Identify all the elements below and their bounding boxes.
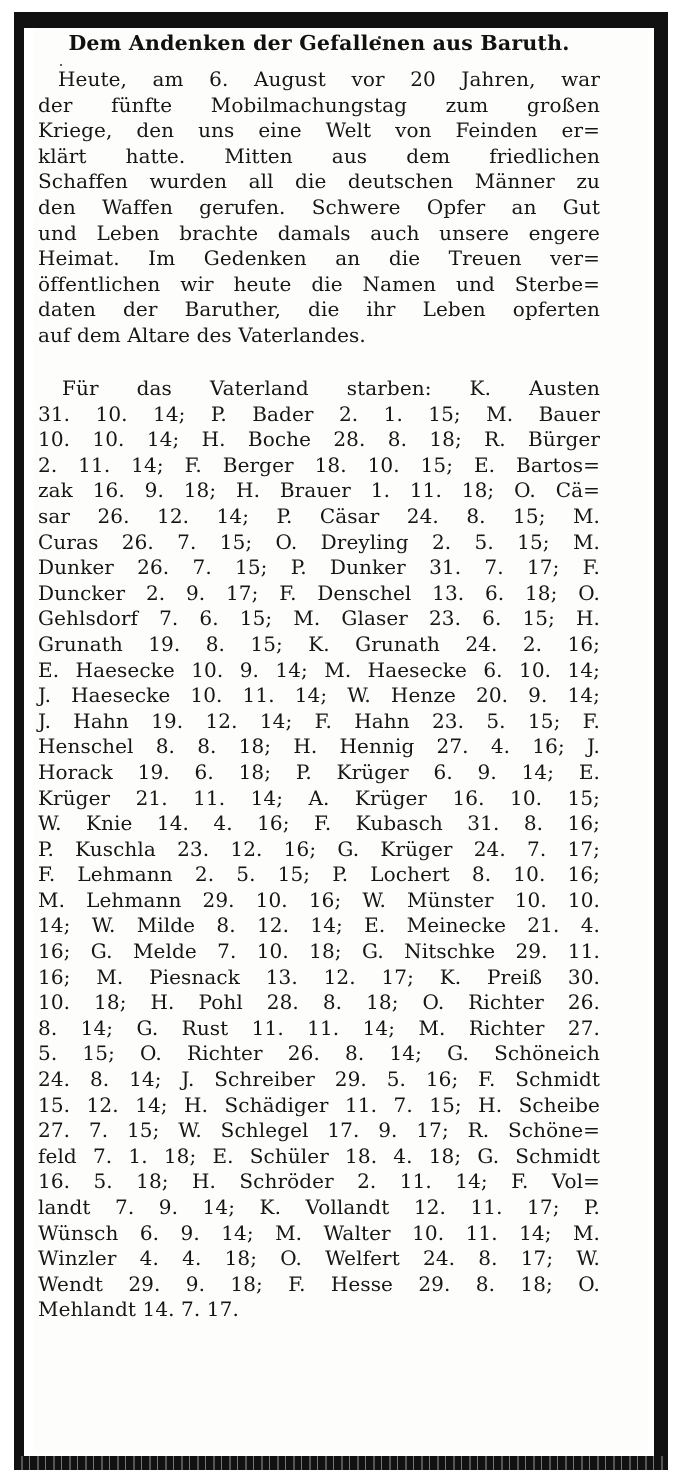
text-line: 16; G. Melde 7. 10. 18; G. Nitschke 29. 11. <box>38 939 600 964</box>
text-line: Curas 26. 7. 15; O. Dreyling 2. 5. 15; M. <box>38 529 600 554</box>
text-line: Wendt 29. 9. 18; F. Hesse 29. 8. 18; O. <box>38 1271 600 1296</box>
text-line: Kriege, den uns eine Welt von Feinden er= <box>38 118 600 143</box>
text-line: öffentlichen wir heute die Namen und Sterbe= <box>38 271 600 296</box>
text-line: Für das Vaterland starben: K. Austen <box>62 376 600 400</box>
border-left <box>14 12 24 1470</box>
text-line: 10. 10. 14; H. Boche 28. 8. 18; R. Bürger <box>38 427 600 452</box>
text-line: Heute, am 6. August vor 20 Jahren, war <box>58 67 600 91</box>
text-line: P. Kuschla 23. 12. 16; G. Krüger 24. 7. 17; <box>38 836 600 861</box>
text-line: 2. 11. 14; F. Berger 18. 10. 15; E. Bartos= <box>38 452 600 477</box>
text-line: Schaffen wurden all die deutschen Männer zu <box>38 169 600 194</box>
border-top <box>14 12 668 28</box>
text-line: 31. 10. 14; P. Bader 2. 1. 15; M. Bauer <box>38 401 600 426</box>
text-line: daten der Baruther, die ihr Leben opferten <box>38 297 600 322</box>
print-speck <box>60 64 62 66</box>
text-line: J. Haesecke 10. 11. 14; W. Henze 20. 9. 14; <box>38 683 600 708</box>
text-line: Heimat. Im Gedenken an die Treuen ver= <box>38 246 600 271</box>
fallen-list-paragraph <box>38 376 600 1323</box>
text-line: Gehlsdorf 7. 6. 15; M. Glaser 23. 6. 15; H. <box>38 606 600 631</box>
text-line: Grunath 19. 8. 15; K. Grunath 24. 2. 16; <box>38 631 600 656</box>
text-line: zak 16. 9. 18; H. Brauer 1. 11. 18; O. Cä= <box>38 478 600 503</box>
text-line: Horack 19. 6. 18; P. Krüger 6. 9. 14; E. <box>38 759 600 784</box>
text-line: F. Lehmann 2. 5. 15; P. Lochert 8. 10. 16; <box>38 862 600 887</box>
text-line: Wünsch 6. 9. 14; M. Walter 10. 11. 14; M. <box>38 1220 600 1245</box>
text-line: den Waffen gerufen. Schwere Opfer an Gut <box>38 194 600 219</box>
text-line: M. Lehmann 29. 10. 16; W. Münster 10. 10. <box>38 887 600 912</box>
text-line: 10. 18; H. Pohl 28. 8. 18; O. Richter 26. <box>38 990 600 1015</box>
text-line: Duncker 2. 9. 17; F. Denschel 13. 6. 18; O. <box>38 580 600 605</box>
text-line: klärt hatte. Mitten aus dem friedlichen <box>38 143 600 168</box>
border-bottom <box>14 1456 668 1470</box>
text-line: Mehlandt 14. 7. 17. <box>38 1297 239 1322</box>
text-line: Krüger 21. 11. 14; A. Krüger 16. 10. 15; <box>38 785 600 810</box>
text-line: 5. 15; O. Richter 26. 8. 14; G. Schöneich <box>38 1041 600 1066</box>
text-line: Dunker 26. 7. 15; P. Dunker 31. 7. 17; F. <box>38 555 600 580</box>
text-line: der fünfte Mobilmachungstag zum großen <box>38 92 600 117</box>
text-line: 27. 7. 15; W. Schlegel 17. 9. 17; R. Schöne= <box>38 1118 600 1143</box>
text-line: landt 7. 9. 14; K. Vollandt 12. 11. 17; P. <box>38 1195 600 1219</box>
text-line: 16. 5. 18; H. Schröder 2. 11. 14; F. Vol= <box>38 1169 600 1194</box>
text-line: 14; W. Milde 8. 12. 14; E. Meinecke 21. 4. <box>38 913 600 938</box>
text-line: Winzler 4. 4. 18; O. Welfert 24. 8. 17; W. <box>38 1246 600 1271</box>
text-line: J. Hahn 19. 12. 14; F. Hahn 23. 5. 15; F. <box>38 708 600 733</box>
text-line: 16; M. Piesnack 13. 12. 17; K. Preiß 30. <box>38 964 600 989</box>
intro-paragraph <box>38 67 600 349</box>
text-line: 15. 12. 14; H. Schädiger 11. 7. 15; H. Scheibe <box>38 1092 600 1117</box>
text-line: E. Haesecke 10. 9. 14; M. Haesecke 6. 10. 14; <box>38 657 600 682</box>
text-line: W. Knie 14. 4. 16; F. Kubasch 31. 8. 16; <box>38 811 600 836</box>
border-right <box>654 12 668 1470</box>
text-line: sar 26. 12. 14; P. Cäsar 24. 8. 15; M. <box>38 503 600 528</box>
text-line: Henschel 8. 8. 18; H. Hennig 27. 4. 16; J. <box>38 734 600 759</box>
text-line: auf dem Altare des Vaterlandes. <box>38 322 366 347</box>
text-line: 24. 8. 14; J. Schreiber 29. 5. 16; F. Schmidt <box>38 1067 600 1092</box>
text-line: 8. 14; G. Rust 11. 11. 14; M. Richter 27. <box>38 1015 600 1040</box>
text-line: und Leben brachte damals auch unsere engere <box>38 220 600 245</box>
article-heading: Dem Andenken der Gefallenen aus Baruth. <box>68 31 570 55</box>
text-line: feld 7. 1. 18; E. Schüler 18. 4. 18; G. Schmidt <box>38 1143 600 1168</box>
